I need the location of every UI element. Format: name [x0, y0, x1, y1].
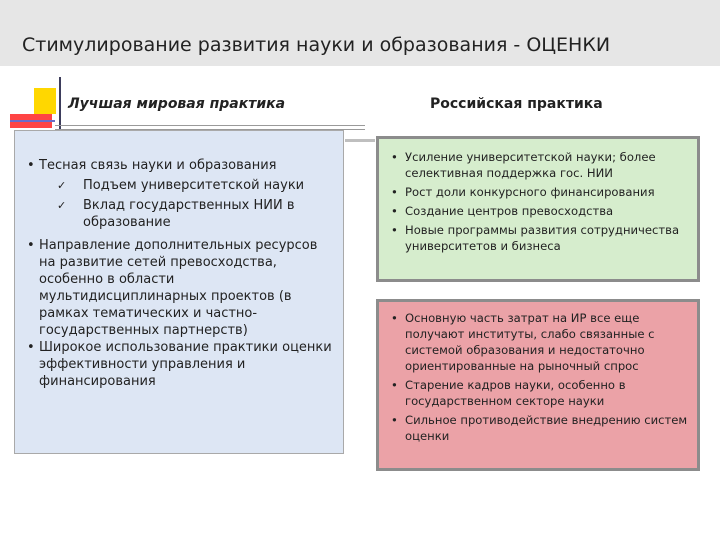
checkmark-icon: ✓ — [57, 179, 67, 192]
list-item — [27, 237, 333, 339]
list-item-text: Основную часть затрат на ИР все еще получают институты, слабо связанные с системой образования и недостаточно ориентированные на рыночный спрос — [405, 311, 655, 373]
bullet-icon: • — [391, 204, 398, 218]
bullet-icon: • — [391, 185, 398, 199]
russian-practice-heading: Российская практика — [430, 96, 603, 112]
list-item-text: Старение кадров науки, особенно в государственном секторе науки — [405, 378, 626, 408]
list-item-text: Направление дополнительных ресурсов на развитие сетей превосходства, особенно в области мультидисциплинарных проектов (в рамках тематических и частно-государственных партнерств) — [39, 238, 318, 338]
bullet-icon: • — [27, 340, 35, 355]
list-item — [27, 339, 333, 390]
list-item-text: Широкое использование практики оценки эффективности управления и финансирования — [39, 340, 332, 389]
negative-assessment-panel — [376, 299, 700, 471]
list-item — [391, 377, 691, 409]
sub-list-item-text: Подъем университетской науки — [83, 178, 305, 193]
sub-list-item-text: Вклад государственных НИИ в образование — [83, 198, 295, 230]
slide-title: Стимулирование развития науки и образования - ОЦЕНКИ — [22, 34, 611, 56]
panel-connector — [345, 139, 375, 142]
list-item — [391, 203, 691, 219]
bullet-icon: • — [27, 238, 35, 253]
list-item — [391, 149, 691, 181]
list-item-text: Тесная связь науки и образования — [39, 158, 277, 173]
positive-assessment-panel — [376, 136, 700, 282]
bullet-icon: • — [391, 378, 398, 392]
best-practice-panel — [14, 130, 344, 454]
list-item-text: Рост доли конкурсного финансирования — [405, 185, 655, 199]
list-item-text: Новые программы развития сотрудничества университетов и бизнеса — [405, 223, 680, 253]
list-item-text: Сильное противодействие внедрению систем оценки — [405, 413, 688, 443]
bullet-icon: • — [391, 150, 398, 164]
sub-list-item — [27, 177, 333, 194]
list-item — [391, 184, 691, 200]
list-item — [391, 222, 691, 254]
title-bar — [0, 0, 720, 66]
bullet-icon: • — [27, 158, 35, 173]
best-practice-heading: Лучшая мировая практика — [68, 96, 286, 112]
sub-list-item — [27, 197, 333, 231]
bullet-icon: • — [391, 311, 398, 325]
list-item-text: Создание центров превосходства — [405, 204, 614, 218]
list-item-text: Усиление университетской науки; более селективная поддержка гос. НИИ — [405, 150, 656, 180]
bullet-icon: • — [391, 413, 398, 427]
bullet-icon: • — [391, 223, 398, 237]
decor-gray-line-1 — [55, 125, 365, 126]
decor-blue-line — [10, 120, 55, 122]
checkmark-icon: ✓ — [57, 199, 67, 212]
list-item — [391, 310, 691, 374]
list-item — [391, 412, 691, 444]
list-item — [27, 157, 333, 174]
decor-yellow-square — [34, 88, 56, 114]
